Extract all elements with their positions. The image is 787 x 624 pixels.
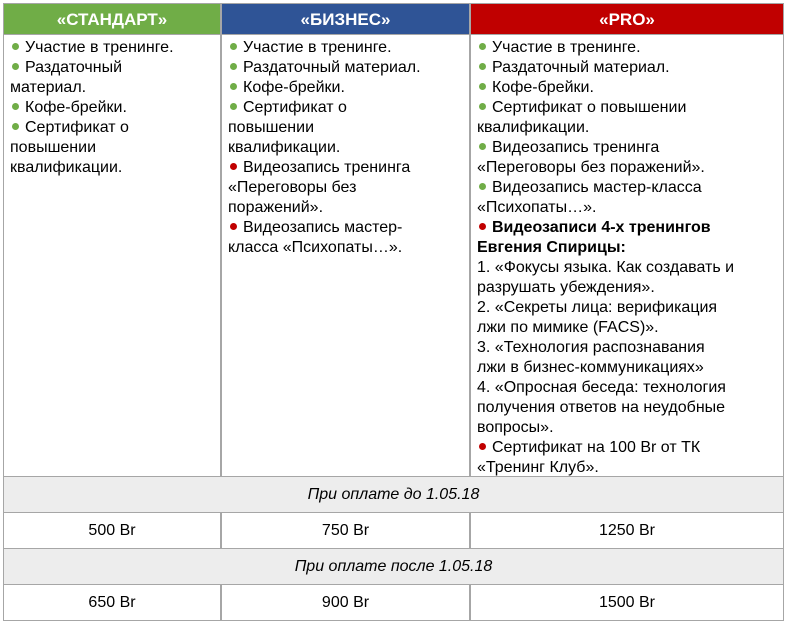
feature-line bbox=[228, 58, 463, 78]
feature-text: Раздаточный материал. bbox=[243, 59, 421, 76]
feature-text: Видеозаписи 4-х тренингов bbox=[492, 219, 711, 236]
feature-line bbox=[228, 38, 463, 58]
feature-line bbox=[477, 98, 777, 118]
feature-text: класса «Психопаты…». bbox=[228, 239, 403, 256]
green-bullet-icon bbox=[12, 63, 19, 70]
feature-line bbox=[228, 178, 463, 198]
green-bullet-icon bbox=[12, 103, 19, 110]
feature-line bbox=[477, 58, 777, 78]
feature-text: «Тренинг Клуб». bbox=[477, 459, 599, 476]
green-bullet-icon bbox=[230, 43, 237, 50]
feature-line bbox=[477, 398, 777, 418]
feature-text: Видеозапись мастер- bbox=[243, 219, 403, 236]
feature-text: Раздаточный bbox=[25, 59, 123, 76]
feature-line bbox=[477, 238, 777, 258]
green-bullet-icon bbox=[12, 123, 19, 130]
green-bullet-icon bbox=[230, 83, 237, 90]
feature-line bbox=[477, 218, 777, 238]
feature-text: повышении bbox=[10, 139, 97, 156]
feature-line bbox=[10, 38, 214, 58]
feature-line bbox=[477, 198, 777, 218]
feature-line bbox=[477, 38, 777, 58]
feature-text: поражений». bbox=[228, 199, 324, 216]
feature-line bbox=[477, 458, 777, 477]
feature-text: квалификации. bbox=[477, 119, 590, 136]
header-standard: «СТАНДАРТ» bbox=[3, 3, 221, 35]
feature-text: Видеозапись мастер-класса bbox=[492, 179, 702, 196]
feature-text: разрушать убеждения». bbox=[477, 279, 655, 296]
feature-line bbox=[477, 298, 777, 318]
feature-line bbox=[477, 278, 777, 298]
pricing-table bbox=[3, 3, 784, 621]
red-bullet-icon bbox=[479, 443, 486, 450]
feature-text: «Переговоры без bbox=[228, 179, 357, 196]
green-bullet-icon bbox=[230, 63, 237, 70]
feature-text: 2. «Секреты лица: верификация bbox=[477, 299, 718, 316]
feature-line bbox=[228, 78, 463, 98]
feature-text: Участие в тренинге. bbox=[492, 39, 641, 56]
price-band-before: При оплате до 1.05.18 bbox=[3, 477, 784, 513]
feature-line bbox=[477, 378, 777, 398]
features-pro bbox=[470, 35, 784, 477]
feature-text: получения ответов на неудобные bbox=[477, 399, 726, 416]
feature-text: 3. «Технология распознавания bbox=[477, 339, 705, 356]
feature-line bbox=[477, 118, 777, 138]
feature-text: Сертификат о bbox=[25, 119, 129, 136]
feature-text: «Переговоры без поражений». bbox=[477, 159, 705, 176]
red-bullet-icon bbox=[479, 223, 486, 230]
feature-line bbox=[228, 218, 463, 238]
feature-text: Сертификат о повышении bbox=[492, 99, 687, 116]
green-bullet-icon bbox=[479, 143, 486, 150]
feature-line bbox=[477, 158, 777, 178]
feature-line bbox=[10, 58, 214, 78]
green-bullet-icon bbox=[479, 43, 486, 50]
feature-text: Видеозапись тренинга bbox=[243, 159, 411, 176]
feature-text: вопросы». bbox=[477, 419, 554, 436]
feature-text: лжи по мимике (FACS)». bbox=[477, 319, 659, 336]
feature-text: Сертификат на 100 Br от ТК bbox=[492, 439, 701, 456]
feature-line bbox=[10, 138, 214, 158]
feature-line bbox=[10, 78, 214, 98]
feature-text: Кофе-брейки. bbox=[492, 79, 594, 96]
feature-text: Кофе-брейки. bbox=[243, 79, 345, 96]
feature-text: лжи в бизнес-коммуникациях» bbox=[477, 359, 704, 376]
features-standard bbox=[3, 35, 221, 477]
feature-line bbox=[477, 318, 777, 338]
feature-line bbox=[10, 158, 214, 178]
feature-line bbox=[477, 418, 777, 438]
feature-text: 1. «Фокусы языка. Как создавать и bbox=[477, 259, 735, 276]
feature-line bbox=[228, 138, 463, 158]
green-bullet-icon bbox=[230, 103, 237, 110]
feature-text: Видеозапись тренинга bbox=[492, 139, 660, 156]
features-business bbox=[221, 35, 470, 477]
price-after-business: 900 Br bbox=[221, 585, 470, 621]
feature-line bbox=[228, 98, 463, 118]
feature-line bbox=[228, 118, 463, 138]
green-bullet-icon bbox=[479, 63, 486, 70]
price-after-standard: 650 Br bbox=[3, 585, 221, 621]
header-pro: «PRO» bbox=[470, 3, 784, 35]
green-bullet-icon bbox=[479, 83, 486, 90]
feature-text: Евгения Спирицы: bbox=[477, 239, 626, 256]
feature-line bbox=[228, 198, 463, 218]
feature-text: Раздаточный материал. bbox=[492, 59, 670, 76]
feature-text: Участие в тренинге. bbox=[243, 39, 392, 56]
feature-line bbox=[477, 78, 777, 98]
price-band-after: При оплате после 1.05.18 bbox=[3, 549, 784, 585]
red-bullet-icon bbox=[230, 223, 237, 230]
feature-text: «Психопаты…». bbox=[477, 199, 597, 216]
feature-text: материал. bbox=[10, 79, 87, 96]
price-after-pro: 1500 Br bbox=[470, 585, 784, 621]
feature-text: Участие в тренинге. bbox=[25, 39, 174, 56]
feature-line bbox=[10, 118, 214, 138]
green-bullet-icon bbox=[12, 43, 19, 50]
feature-line bbox=[477, 258, 777, 278]
feature-line bbox=[477, 138, 777, 158]
price-before-standard: 500 Br bbox=[3, 513, 221, 549]
feature-text: Сертификат о bbox=[243, 99, 347, 116]
feature-text: квалификации. bbox=[228, 139, 341, 156]
feature-text: квалификации. bbox=[10, 159, 123, 176]
feature-line bbox=[477, 178, 777, 198]
feature-line bbox=[477, 338, 777, 358]
feature-line bbox=[228, 238, 463, 258]
feature-text: Кофе-брейки. bbox=[25, 99, 127, 116]
feature-text: 4. «Опросная беседа: технология bbox=[477, 379, 726, 396]
feature-line bbox=[10, 98, 214, 118]
feature-line bbox=[228, 158, 463, 178]
feature-text: повышении bbox=[228, 119, 315, 136]
red-bullet-icon bbox=[230, 163, 237, 170]
green-bullet-icon bbox=[479, 183, 486, 190]
green-bullet-icon bbox=[479, 103, 486, 110]
price-before-pro: 1250 Br bbox=[470, 513, 784, 549]
feature-line bbox=[477, 358, 777, 378]
price-before-business: 750 Br bbox=[221, 513, 470, 549]
header-business: «БИЗНЕС» bbox=[221, 3, 470, 35]
feature-line bbox=[477, 438, 777, 458]
